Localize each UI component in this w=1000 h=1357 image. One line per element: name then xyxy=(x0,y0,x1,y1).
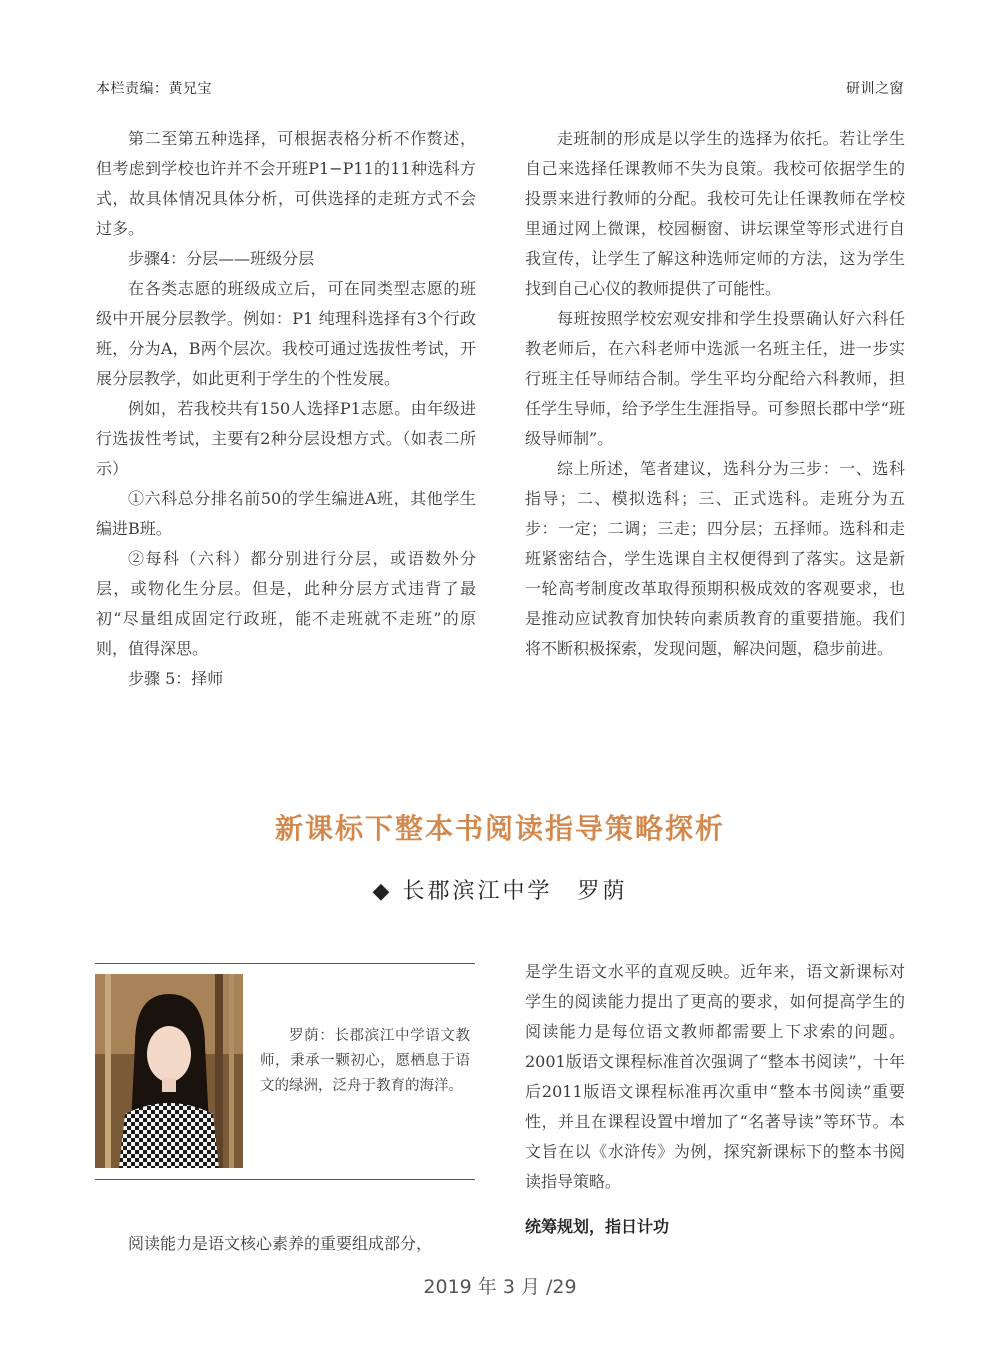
paragraph: 第二至第五种选择，可根据表格分析不作赘述，但考虑到学校也许并不会开班P1−P11的11种选科方式，故具体情况具体分析，可供选择的走班方式不会过多。 xyxy=(96,129,476,238)
paragraph: 是学生语文水平的直观反映。近年来，语文新课标对学生的阅读能力提出了更高的要求，如何提高学生的阅读能力是每位语文教师都需要上下求索的问题。2001版语文课程标准首次强调了“整本书阅读”，十年后2011版语文课程标准再次重申“整本书阅读”重要性，并且在课程设置中增加了“名著导读”等环节。本文旨在以《水浒传》为例，探究新课标下的整本书阅读指导策略。 xyxy=(525,962,905,1191)
paragraph: 综上所述，笔者建议，选科分为三步：一、选科指导；二、模拟选科；三、正式选科。走班分为五步：一定；二调；三走；四分层；五择师。选科和走班紧密结合，学生选课自主权便得到了落实。这是新一轮高考制度改革取得预期积极成效的客观要求，也是推动应试教育加快转向素质教育的重要措施。我们将不断积极探索，发现问题，解决问题，稳步前进。 xyxy=(525,459,905,658)
section-subheading: 统筹规划，指日计功 xyxy=(525,1217,670,1236)
paragraph: 走班制的形成是以学生的选择为依托。若让学生自己来选择任课教师不失为良策。我校可依据学生的投票来进行教师的分配。我校可先让任课教师在学校里通过网上微课，校园橱窗、讲坛课堂等形式进行自我宣传，让学生了解这种选师定师的方法，这为学生找到自己心仪的教师提供了可能性。 xyxy=(525,129,905,298)
header-section: 研训之窗 xyxy=(846,81,904,97)
left-column xyxy=(96,124,476,694)
paragraph: ①六科总分排名前50的学生编进A班，其他学生编进B班。 xyxy=(96,489,476,538)
paragraph: 例如，若我校共有150人选择P1志愿。由年级进行选拔性考试，主要有2种分层设想方式。（如表二所示） xyxy=(96,399,476,478)
author-bio: 罗荫：长郡滨江中学语文教师，秉承一颗初心，愿栖息于语文的绿洲，泛舟于教育的海洋。 xyxy=(260,1028,470,1094)
right-column xyxy=(525,124,905,664)
author-photo xyxy=(95,974,243,1168)
paragraph: ②每科（六科）都分别进行分层，或语数外分层，或物化生分层。但是，此种分层方式违背了最初“尽量组成固定行政班，能不走班就不走班”的原则，值得深思。 xyxy=(96,549,476,658)
article-title: 新课标下整本书阅读指导策略探析 xyxy=(274,812,725,845)
step-heading: 步骤 5：择师 xyxy=(128,669,224,688)
article-left-column xyxy=(96,1229,476,1259)
step-heading: 步骤4：分层——班级分层 xyxy=(128,249,315,268)
author-bio-box xyxy=(95,963,475,1180)
paragraph: 每班按照学校宏观安排和学生投票确认好六科任教老师后，在六科老师中选派一名班主任，进一步实行班主任导师结合制。学生平均分配给六科教师，担任学生导师，给予学生生涯指导。可参照长郡中学“班级导师制”。 xyxy=(525,309,905,448)
header-editor: 本栏责编：黄兄宝 xyxy=(96,81,212,97)
page-footer: 2019 年 3 月 /29 xyxy=(423,1276,577,1298)
article-byline: ◆ 长郡滨江中学 罗荫 xyxy=(372,879,628,904)
article-right-column xyxy=(525,957,905,1197)
paragraph: 阅读能力是语文核心素养的重要组成部分， xyxy=(128,1234,433,1253)
paragraph: 在各类志愿的班级成立后，可在同类型志愿的班级中开展分层教学。例如：P1 纯理科选择有3个行政班，分为A，B两个层次。我校可通过选拔性考试，开展分层教学，如此更利于学生的个性发展。 xyxy=(96,279,476,388)
